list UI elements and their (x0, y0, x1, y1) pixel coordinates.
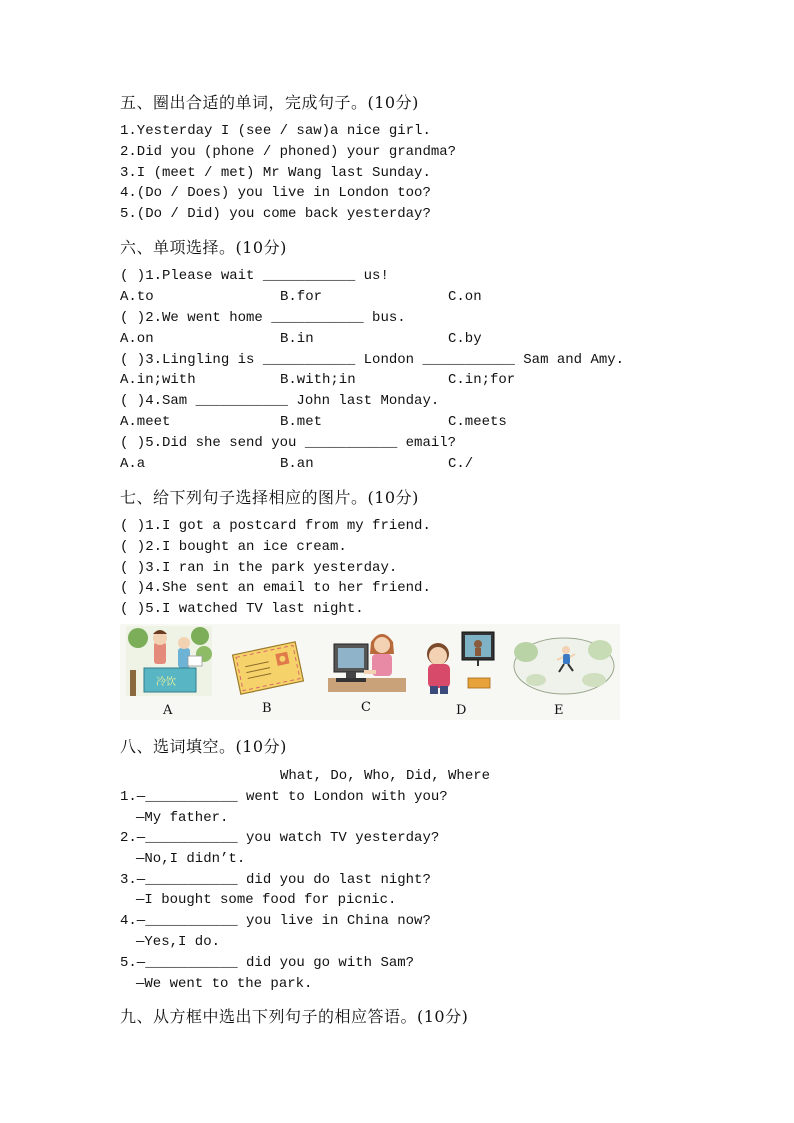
s8-q4: 4.—___________ you live in China now? (120, 913, 431, 929)
s6-q2-option-c: C.by (448, 331, 482, 347)
s8-a5: —We went to the park. (136, 976, 313, 992)
s7-item-2: ( )2.I bought an ice cream. (120, 539, 347, 555)
s5-item-4: 4.(Do / Does) you live in London too? (120, 185, 431, 201)
picture-b-label: B (262, 701, 272, 716)
s7-item-5: ( )5.I watched TV last night. (120, 601, 364, 617)
picture-e-label: E (554, 703, 564, 718)
word-bank: What, Do, Who, Did, Where (280, 768, 491, 784)
s8-a4: —Yes,I do. (136, 934, 221, 950)
s7-item-1: ( )1.I got a postcard from my friend. (120, 518, 431, 534)
s8-q1: 1.—___________ went to London with you? (120, 789, 448, 805)
ice-cream-shop-icon (126, 626, 212, 696)
s6-q4-option-a: A.meet (120, 414, 171, 430)
s8-a1: —My father. (136, 810, 229, 826)
s8-a3: —I bought some food for picnic. (136, 892, 397, 908)
picture-c-label: C (361, 700, 371, 715)
section-6-heading: 六、单项选择。(10分) (120, 238, 287, 257)
s6-q1-stem: ( )1.Please wait ___________ us! (120, 268, 389, 284)
s6-q3-option-b: B.with;in (280, 372, 356, 388)
s7-item-3: ( )3.I ran in the park yesterday. (120, 560, 398, 576)
girl-watching-tv-icon (420, 628, 502, 698)
s6-q3-stem: ( )3.Lingling is ___________ London ___________ Sam and Amy. (120, 352, 625, 368)
section-7-heading: 七、给下列句子选择相应的图片。(10分) (120, 488, 419, 507)
s6-q1-option-b: B.for (280, 289, 323, 305)
s8-q3: 3.—___________ did you do last night? (120, 872, 431, 888)
s6-q2-option-a: A.on (120, 331, 154, 347)
section-9-heading: 九、从方框中选出下列句子的相应答语。(10分) (120, 1007, 469, 1026)
s5-item-5: 5.(Do / Did) you come back yesterday? (120, 206, 431, 222)
s6-q1-option-a: A.to (120, 289, 154, 305)
s6-q5-stem: ( )5.Did she send you ___________ email? (120, 435, 457, 451)
s6-q3-option-a: A.in;with (120, 372, 196, 388)
s5-item-3: 3.I (meet / met) Mr Wang last Sunday. (120, 165, 431, 181)
s5-item-2: 2.Did you (phone / phoned) your grandma? (120, 144, 457, 160)
s8-q2: 2.—___________ you watch TV yesterday? (120, 830, 440, 846)
s6-q1-option-c: C.on (448, 289, 482, 305)
section-8-heading: 八、选词填空。(10分) (120, 737, 287, 756)
s6-q4-option-b: B.met (280, 414, 323, 430)
s8-a2: —No,I didn’t. (136, 851, 246, 867)
s5-item-1: 1.Yesterday I (see / saw)a nice girl. (120, 123, 431, 139)
s6-q2-option-b: B.in (280, 331, 314, 347)
picture-d-label: D (456, 703, 467, 718)
s7-item-4: ( )4.She sent an email to her friend. (120, 580, 431, 596)
s6-q5-option-b: B.an (280, 456, 314, 472)
s6-q4-stem: ( )4.Sam ___________ John last Monday. (120, 393, 440, 409)
section-5-heading: 五、圈出合适的单词，完成句子。(10分) (120, 93, 419, 112)
svg-text:冷饮: 冷饮 (156, 677, 176, 688)
girl-computer-icon (328, 624, 408, 696)
s6-q5-option-a: A.a (120, 456, 146, 472)
s8-q5: 5.—___________ did you go with Sam? (120, 955, 415, 971)
s6-q4-option-c: C.meets (448, 414, 507, 430)
s6-q3-option-c: C.in;for (448, 372, 516, 388)
picture-a-label: A (163, 703, 173, 718)
s6-q2-stem: ( )2.We went home ___________ bus. (120, 310, 406, 326)
s6-q5-option-c: C./ (448, 456, 474, 472)
boy-running-park-icon (512, 632, 616, 696)
postcard-icon (230, 640, 306, 696)
